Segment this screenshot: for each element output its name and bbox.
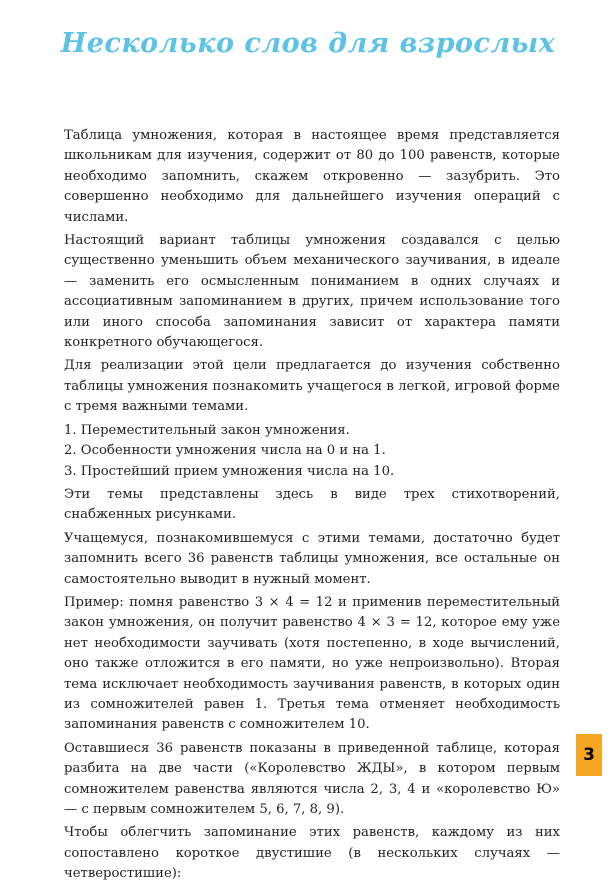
page-number-badge bbox=[576, 734, 602, 776]
paragraph-36-equalities: Учащемуся, познакомившемуся с этими темами, достаточно будет запомнить всего 36 равенств таблицы умножения, все остальные он самостоятельно выводит в нужный момент. bbox=[64, 530, 560, 587]
paragraph-table-parts: Оставшиеся 36 равенств показаны в приведенной таблице, которая разбита на две части («Королевство ЖДЫ», в котором первым сомножителем равенства являются числа 2, 3, 4 и «королевство Ю» — с первым сомножителем 5, 6, 7, 8, 9). bbox=[64, 740, 560, 817]
list-item: 3. Простейший прием умножения числа на 10. bbox=[64, 463, 395, 479]
themes-list bbox=[64, 421, 560, 482]
page-number: 3 bbox=[583, 745, 595, 765]
paragraph-themes-intro: Для реализации этой цели предлагается до изучения собственно таблицы умножения познакомить учащегося в легкой, игровой форме с тремя важными темами. bbox=[64, 358, 560, 415]
paragraph-example: Пример: помня равенство 3 × 4 = 12 и применив переместительный закон умножения, он получит равенство 4 × 3 = 12, которое ему уже нет необходимости заучивать (хотя постепенно, в ходе вычислений, оно также отложится в его памяти, но уже непроизвольно). Вторая тема исключает необходимость заучивания равенств, в которых один из сомножителей равен 1. Третья тема отменяет необходимость запоминания равенств с сомножителем 10. bbox=[64, 594, 560, 733]
page-title: Несколько слов для взрослых bbox=[60, 28, 556, 59]
list-item: 2. Особенности умножения числа на 0 и на 1. bbox=[64, 443, 386, 459]
paragraph-intro: Таблица умножения, которая в настоящее время представляется школьникам для изучения, содержит от 80 до 100 равенств, которые необходимо запомнить, скажем откровенно — зазубрить. Это совершенно необходимо для дальнейшего изучения операций с числами. bbox=[64, 128, 560, 225]
paragraph-couplets: Чтобы облегчить запоминание этих равенств, каждому из них сопоставлено короткое двустишие (в нескольких случаях — четверостишие): bbox=[64, 825, 560, 882]
body-text bbox=[64, 126, 560, 888]
paragraph-purpose: Настоящий вариант таблицы умножения создавался с целью существенно уменьшить объем механического заучивания, в идеале — заменить его осмысленным пониманием в одних случаях и ассоциативным запоминанием в других, причем использование того или иного способа запоминания зависит от характера памяти конкретного обучающегося. bbox=[64, 233, 560, 351]
paragraph-poems: Эти темы представлены здесь в виде трех стихотворений, снабженных рисунками. bbox=[64, 486, 560, 523]
list-item: 1. Переместительный закон умножения. bbox=[64, 422, 350, 438]
